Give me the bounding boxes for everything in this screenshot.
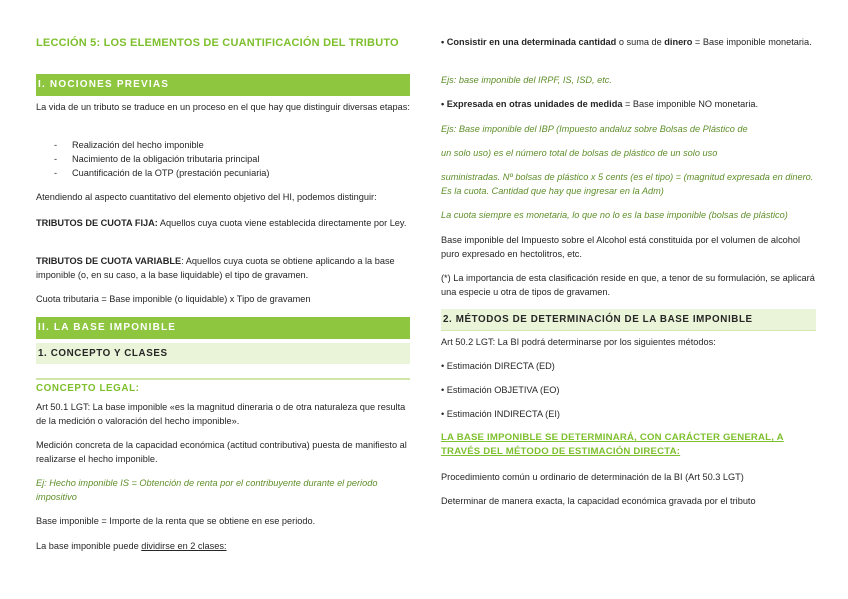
general-method-heading: LA BASE IMPONIBLE SE DETERMINARÁ, CON CARÁCTER GENERAL, A TRAVÉS DEL MÉTODO DE ESTIMACIÓN DIRECTA: [441,432,784,457]
consistir-bold-dinero: dinero [664,37,693,47]
consistir-bold: Consistir en una determinada cantidad [446,37,617,47]
cuota-variable-paragraph [36,254,410,282]
cuota-variable-label: TRIBUTOS DE CUOTA VARIABLE [36,256,182,266]
subsection-heading-metodos: 2. MÉTODOS DE DETERMINACIÓN DE LA BASE IMPONIBLE [441,309,816,331]
attending-paragraph: Atendiendo al aspecto cuantitativo del elemento objetivo del HI, podemos distinguir: [36,192,377,202]
cuota-fija-paragraph [36,216,410,230]
consistir-paragraph [441,35,816,49]
divide-paragraph [36,539,410,553]
ibp-line-3: suministradas. Nº bolsas de plástico x 5 cents (es el tipo) = (magnitud expresada en dinero. Es la cuota. Cantidad que hay que ingresar en la Adm) [441,172,814,196]
art502-paragraph: Art 50.2 LGT: La BI podrá determinarse por los siguientes métodos: [441,337,716,347]
determinar-paragraph: Determinar de manera exacta, la capacidad económica gravada por el tributo [441,496,756,506]
art50-paragraph: Art 50.1 LGT: La base imponible «es la magnitud dineraria o de otra naturaleza que resulta de la medición o valoración del hecho imponible». [36,402,406,426]
ibp-line-2: un solo uso) es el número total de bolsas de plástico de un solo uso [441,148,718,158]
cuota-note: La cuota siempre es monetaria, lo que no lo es la base imponible (bolsas de plástico) [441,210,788,220]
divide-prefix: La base imponible puede [36,541,142,551]
cuota-variable-text: : Aquellos cuya cuota se obtiene aplicando a la base imponible (o, en su caso, a la base liquidable) el tipo de gravamen. [36,256,395,280]
concepto-legal-heading: CONCEPTO LEGAL: [36,378,410,396]
ibp-line-1: Ejs: Base imponible del IBP (Impuesto andaluz sobre Bolsas de Plástico de [441,124,748,134]
expresada-end: = Base imponible NO monetaria. [622,99,759,109]
ejs-monetaria: Ejs: base imponible del IRPF, IS, ISD, etc. [441,75,612,85]
bullet: • [441,99,447,109]
list-item: - Nacimiento de la obligación tributaria principal [36,152,410,166]
list-item: - Realización del hecho imponible [36,138,410,152]
cuota-fija-label: TRIBUTOS DE CUOTA FIJA: [36,218,158,228]
procedimiento-paragraph: Procedimiento común u ordinario de determinación de la BI (Art 50.3 LGT) [441,472,744,482]
importancia-paragraph: (*) La importancia de esta clasificación reside en que, a tenor de su formulación, se aplicará una especie u otra de tipos de gravamen. [441,273,815,297]
stages-list [36,138,410,180]
divide-underlined: dividirse en 2 clases: [141,541,227,551]
intro-paragraph: La vida de un tributo se traduce en un proceso en el que hay que distinguir diversas etapas: [36,102,410,112]
method-objetiva: • Estimación OBJETIVA (EO) [441,385,560,395]
expresada-bold: Expresada en otras unidades de medida [446,99,623,109]
subsection-heading-concepto: 1. CONCEPTO Y CLASES [36,343,410,364]
alcohol-paragraph: Base imponible del Impuesto sobre el Alcohol está constituida por el volumen de alcohol puro expresado en hectolitros, etc. [441,235,801,259]
cuota-fija-text: Aquellos cuya cuota viene establecida directamente por Ley. [157,218,407,228]
method-directa: • Estimación DIRECTA (ED) [441,361,555,371]
consistir-end: = Base imponible monetaria. [692,37,812,47]
section-heading-base-imponible: II. LA BASE IMPONIBLE [36,317,410,339]
section-heading-nociones: I. NOCIONES PREVIAS [36,74,410,96]
lesson-title: LECCIÓN 5: LOS ELEMENTOS DE CUANTIFICACIÓN DEL TRIBUTO [36,37,399,49]
formula-paragraph: Cuota tributaria = Base imponible (o liquidable) x Tipo de gravamen [36,294,311,304]
example-paragraph: Ej: Hecho imponible IS = Obtención de renta por el contribuyente durante el periodo impositivo [36,478,378,502]
medicion-paragraph: Medición concreta de la capacidad económica (actitud contributiva) puesta de manifiesto al realizarse el hecho imponible. [36,440,407,464]
consistir-mid: o suma de [616,37,665,47]
list-item: - Cuantificación de la OTP (prestación pecuniaria) [36,166,410,180]
base-definition-paragraph: Base imponible = Importe de la renta que se obtiene en ese periodo. [36,516,316,526]
expresada-paragraph [441,97,816,111]
bullet: • [441,37,447,47]
method-indirecta: • Estimación INDIRECTA (EI) [441,409,560,419]
